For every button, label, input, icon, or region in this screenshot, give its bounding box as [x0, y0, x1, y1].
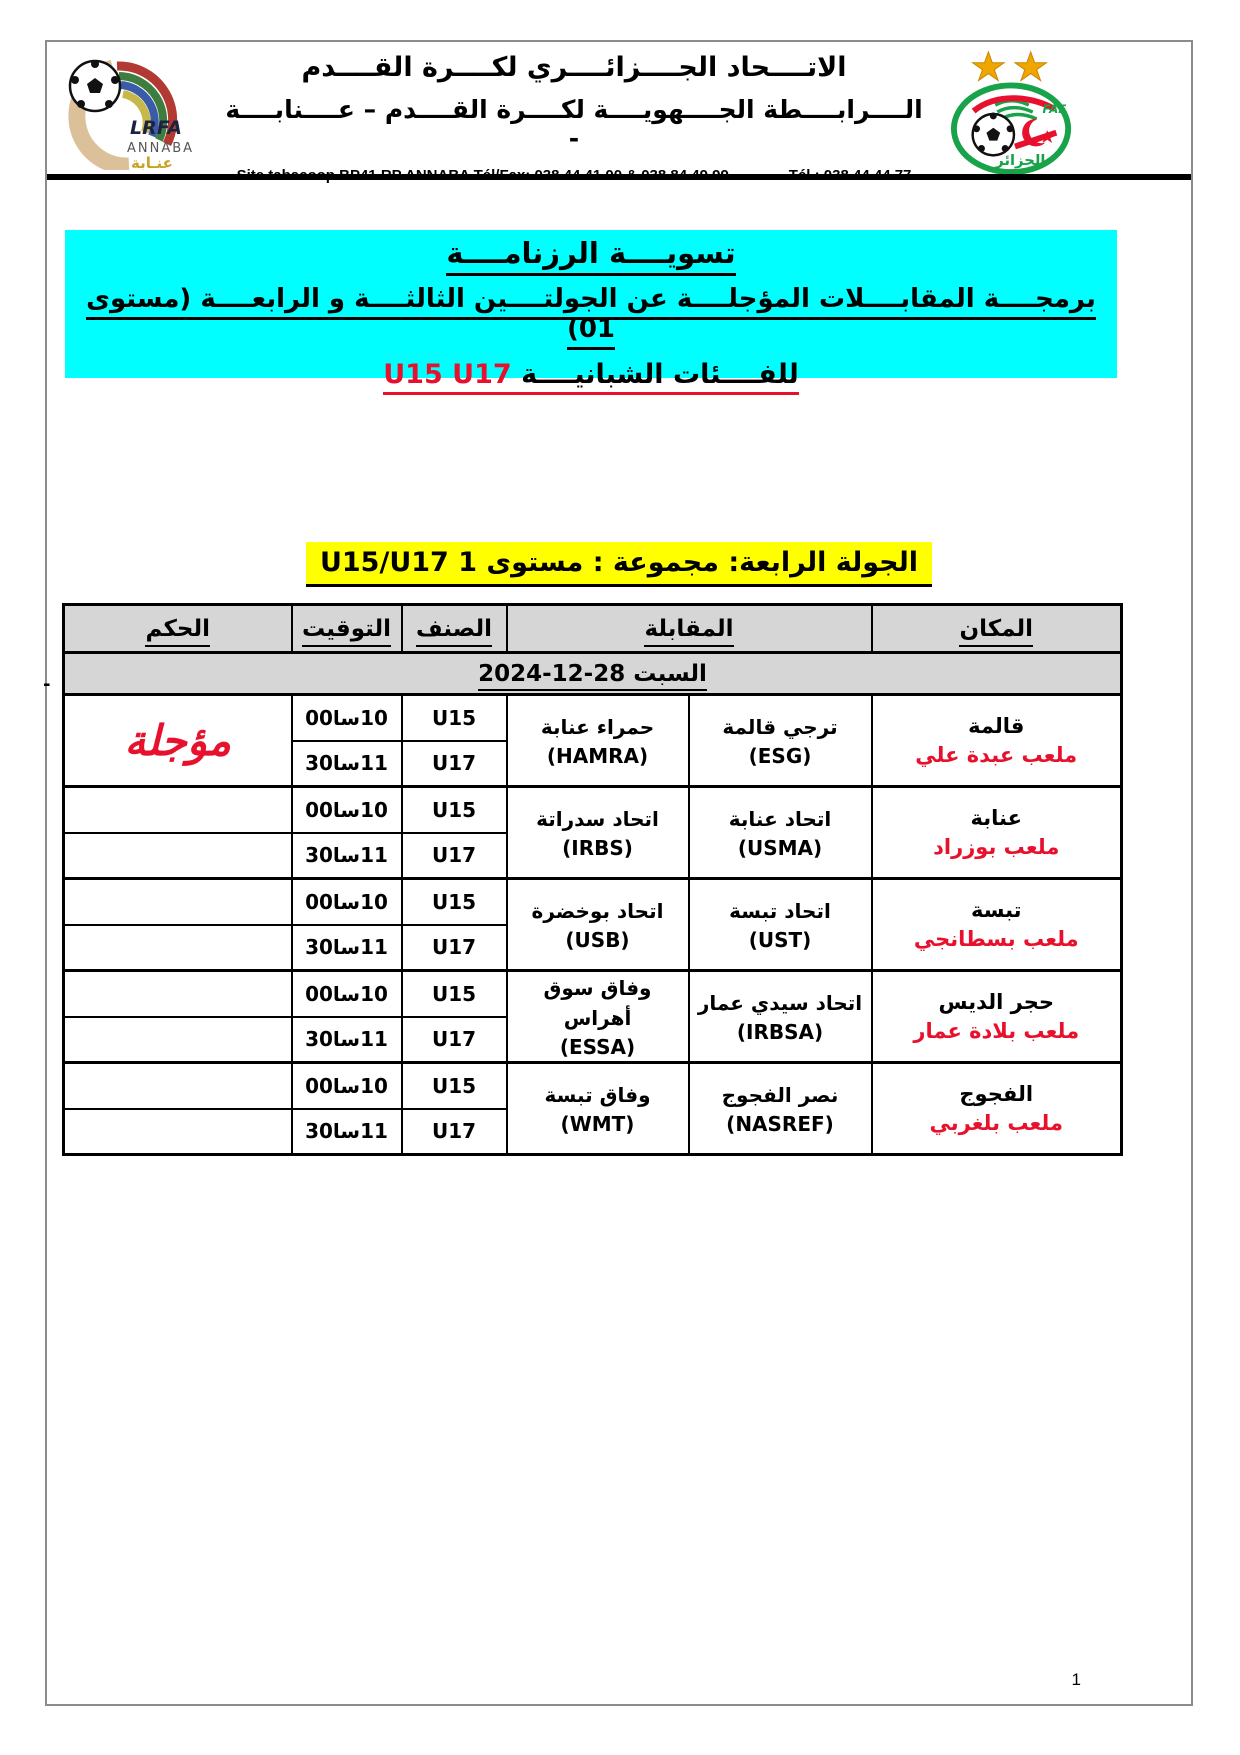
match-row — [64, 1063, 1122, 1109]
lrfa-ball-spot — [105, 100, 113, 108]
referee-cell — [64, 833, 292, 879]
home-team-name: نصر الفجوج — [721, 1082, 839, 1107]
referee-cell — [64, 1109, 292, 1155]
category-cell: U15 — [402, 971, 507, 1017]
venue-stadium: ملعب بوزراد — [933, 834, 1060, 859]
referee-cell — [64, 787, 292, 833]
column-header-venue: المكان — [872, 605, 1122, 653]
home-team-cell — [689, 787, 872, 879]
lrfa-ball-spot — [71, 76, 79, 84]
header-text-block — [217, 50, 931, 184]
venue-cell — [872, 787, 1122, 879]
banner-title-line — [65, 236, 1117, 270]
away-team-name: وفاق تبسة — [544, 1082, 651, 1107]
away-team-name: حمراء عنابة — [540, 714, 655, 739]
referee-cell — [64, 925, 292, 971]
lrfa-city-arabic-text: عنـابة — [131, 154, 173, 170]
round-header-highlight — [306, 542, 932, 587]
faf-star-left — [973, 52, 1005, 81]
time-cell: 11سا30 — [292, 925, 402, 971]
match-date-row — [64, 653, 1122, 695]
time-cell: 10سا00 — [292, 879, 402, 925]
lrfa-city-text: ANNABA — [127, 141, 195, 156]
venue-cell — [872, 971, 1122, 1063]
banner-categories-latin: U15 U17 — [383, 359, 512, 390]
time-cell: 10سا00 — [292, 1063, 402, 1109]
round-header-latin: U15/U17 — [319, 547, 449, 578]
column-header-referee: الحكم — [64, 605, 292, 653]
away-team-name: اتحاد بوخضرة — [531, 898, 664, 923]
home-team-code: (ESG) — [748, 743, 812, 768]
category-cell: U17 — [402, 1109, 507, 1155]
venue-city: الفجوج — [959, 1082, 1034, 1107]
category-cell: U15 — [402, 1063, 507, 1109]
home-team-code: (UST) — [748, 927, 812, 952]
away-team-cell — [507, 695, 689, 787]
match-row — [64, 971, 1122, 1017]
lrfa-annaba-logo — [55, 52, 207, 170]
lrfa-acronym-text: LRFA — [130, 117, 182, 139]
match-date-cell — [64, 653, 1122, 695]
category-cell: U17 — [402, 925, 507, 971]
venue-city: قالمة — [968, 714, 1025, 739]
venue-city: عنابة — [970, 806, 1022, 831]
venue-cell — [872, 1063, 1122, 1155]
banner-subtitle-line — [65, 284, 1117, 344]
venue-stadium: ملعب بلغربي — [929, 1110, 1063, 1135]
referee-cell — [64, 1063, 292, 1109]
faf-ball-spot — [1002, 145, 1009, 152]
away-team-cell — [507, 971, 689, 1063]
away-team-code: (WMT) — [560, 1111, 635, 1136]
column-header-category: الصنف — [402, 605, 507, 653]
home-team-cell — [689, 695, 872, 787]
faf-algeria-logo — [943, 50, 1083, 178]
time-cell: 11سا30 — [292, 1017, 402, 1063]
category-cell: U15 — [402, 695, 507, 741]
away-team-cell — [507, 879, 689, 971]
faf-acronym-text: FAF — [1042, 102, 1067, 117]
stray-dash-mark: - — [43, 674, 51, 695]
away-team-code: (USB) — [565, 927, 630, 952]
faf-ball-spot — [1007, 125, 1014, 132]
page-frame — [45, 40, 1193, 1706]
venue-stadium: ملعب عبدة علي — [915, 742, 1078, 767]
lrfa-ball-spot — [91, 60, 99, 68]
venue-cell — [872, 695, 1122, 787]
postponed-note: مؤجلة — [124, 716, 232, 765]
banner-title-text: تسويــــة الرزنامــــة — [446, 236, 735, 276]
home-team-cell — [689, 971, 872, 1063]
round-header-row — [47, 542, 1191, 587]
faf-ball-spot — [990, 113, 997, 120]
table-header-row — [64, 605, 1122, 653]
referee-cell — [64, 695, 292, 787]
home-team-name: اتحاد تبسة — [729, 898, 831, 923]
away-team-name: وفاق سوق أهراس — [543, 975, 652, 1030]
category-cell: U15 — [402, 787, 507, 833]
banner-categories-underline — [383, 359, 799, 395]
referee-cell — [64, 1017, 292, 1063]
away-team-code: (IRBS) — [562, 835, 633, 860]
venue-stadium: ملعب بسطانجي — [913, 926, 1079, 951]
federation-title: الاتــــحاد الجــــزائــــري لكــــرة القــــدم — [301, 52, 847, 83]
time-cell: 10سا00 — [292, 787, 402, 833]
banner-categories-line — [65, 359, 1117, 390]
category-cell: U17 — [402, 1017, 507, 1063]
category-cell: U17 — [402, 833, 507, 879]
faf-ball-spot — [978, 145, 985, 152]
time-cell: 11سا30 — [292, 1109, 402, 1155]
match-date-underline — [478, 661, 707, 691]
banner-categories-arabic: للفــــئات الشبانيــــة — [521, 359, 799, 390]
match-date-value: 2024-12-28 — [478, 660, 626, 687]
time-cell: 11سا30 — [292, 741, 402, 787]
page-number: 1 — [1071, 1670, 1081, 1689]
home-team-code: (USMA) — [737, 835, 823, 860]
away-team-name: اتحاد سدراتة — [536, 806, 659, 831]
venue-city: حجر الديس — [938, 990, 1054, 1015]
venue-cell — [872, 879, 1122, 971]
category-cell: U15 — [402, 879, 507, 925]
round-header-arabic: الجولة الرابعة: مجموعة : مستوى 1 — [458, 547, 919, 578]
banner-subtitle-text: برمجــــة المقابــــلات المؤجلــــة عن الجولتــــين الثالثــــة و الرابعــــة (مستوى 01) — [86, 284, 1096, 350]
match-row — [64, 787, 1122, 833]
lrfa-ball-spot — [111, 76, 119, 84]
away-team-code: (ESSA) — [559, 1034, 636, 1059]
home-team-name: اتحاد عنابة — [728, 806, 832, 831]
header-divider-rule — [47, 174, 1191, 180]
home-team-code: (NASREF) — [726, 1111, 834, 1136]
time-cell: 11سا30 — [292, 833, 402, 879]
match-row — [64, 695, 1122, 741]
home-team-code: (IRBSA) — [736, 1019, 824, 1044]
match-row — [64, 879, 1122, 925]
lrfa-ball-spot — [77, 100, 85, 108]
venue-city: تبسة — [970, 898, 1022, 923]
column-header-time: التوقيت — [292, 605, 402, 653]
category-cell: U17 — [402, 741, 507, 787]
away-team-cell — [507, 1063, 689, 1155]
match-date-day: السبت — [633, 660, 707, 687]
calendar-settlement-banner — [65, 230, 1117, 390]
faf-star-right — [1015, 52, 1047, 81]
time-cell: 10سا00 — [292, 695, 402, 741]
home-team-cell — [689, 1063, 872, 1155]
venue-stadium: ملعب بلادة عمار — [913, 1018, 1080, 1043]
away-team-cell — [507, 787, 689, 879]
league-title: الــــرابــــطة الجــــهويــــة لكــــرة القــــدم – عــــنابــــة - — [225, 95, 923, 153]
time-cell: 10سا00 — [292, 971, 402, 1017]
home-team-cell — [689, 879, 872, 971]
referee-cell — [64, 879, 292, 925]
faf-country-arabic-text: الجزائر — [995, 152, 1046, 170]
home-team-name: ترجي قالمة — [722, 714, 838, 739]
document-header — [47, 50, 1191, 172]
away-team-code: (HAMRA) — [546, 743, 649, 768]
column-header-match: المقابلة — [507, 605, 872, 653]
match-schedule-table — [62, 603, 1123, 1156]
faf-ball-spot — [973, 125, 980, 132]
referee-cell — [64, 971, 292, 1017]
home-team-name: اتحاد سيدي عمار — [697, 990, 863, 1015]
